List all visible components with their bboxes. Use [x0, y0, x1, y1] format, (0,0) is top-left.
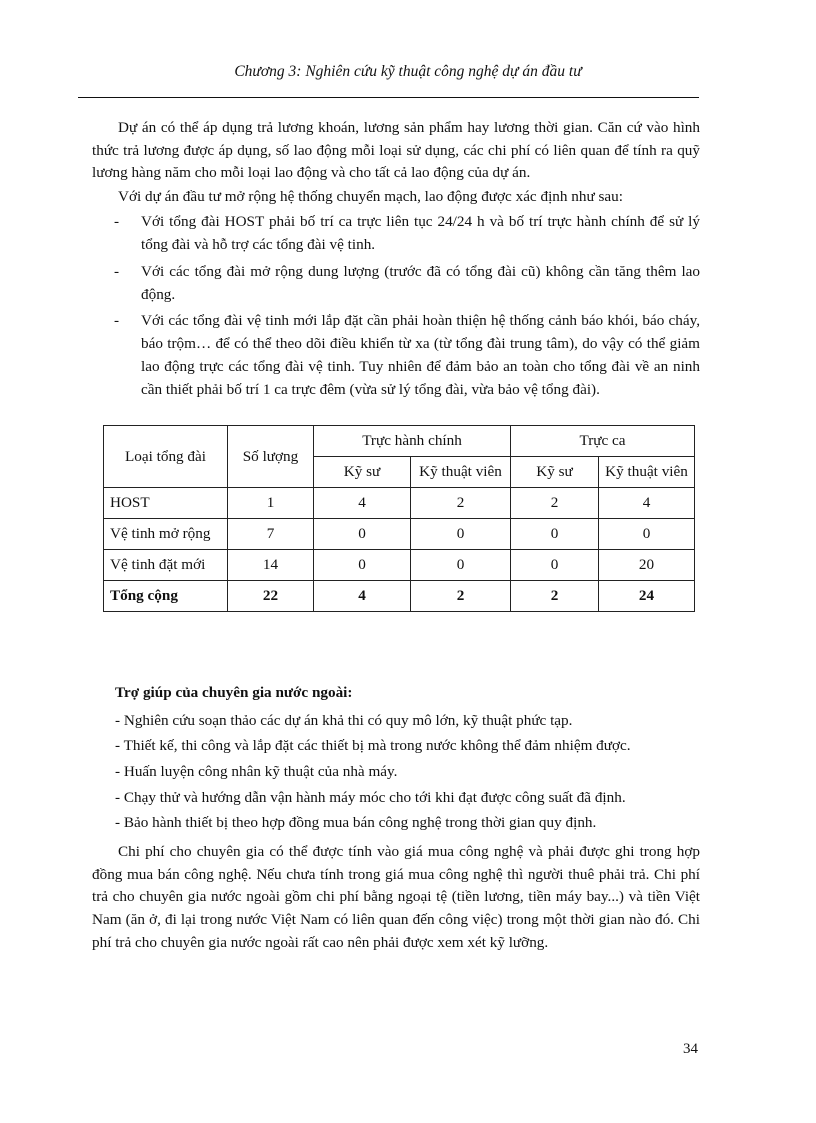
help-list-item: - Chạy thử và hướng dẫn vận hành máy móc cho tới khi đạt được công suất đã định.	[115, 789, 626, 806]
page-header: Chương 3: Nghiên cứu kỹ thuật công nghệ dự án đầu tư	[234, 63, 582, 80]
bullet-text: Với các tổng đài mở rộng dung lượng (trước đã có tổng đài cũ) không cần tăng thêm lao động.	[141, 263, 700, 303]
cell-qty: 7	[228, 519, 314, 550]
cell-value: 4	[314, 488, 411, 519]
table-total-row	[104, 581, 695, 612]
cell-value: 0	[511, 550, 599, 581]
bullet-item	[92, 260, 700, 306]
cell-value: 4	[599, 488, 695, 519]
cell-value: 2	[511, 488, 599, 519]
help-section-title: Trợ giúp của chuyên gia nước ngoài:	[115, 684, 353, 701]
closing-paragraph: Chi phí cho chuyên gia có thể được tính vào giá mua công nghệ và phải được ghi trong hợp đồng mua bán công nghệ. Nếu chưa tính trong giá mua công nghệ thì người thuê phải trả. Chi phí trả cho chuyên gia nước ngoài gồm chi phí bằng ngoại tệ (tiền lương, tiền máy bay...) và tiền Việt Nam (ăn ở, đi lại trong nước Việt Nam có liên quan đến công việc) trong một thời gian nào đó. Chi phí trả cho chuyên gia nước ngoài rất cao nên phải được xem xét kỹ lưỡng.	[92, 843, 700, 951]
cell-value: 0	[411, 550, 511, 581]
bullet-item	[92, 309, 700, 401]
cell-total: 22	[228, 581, 314, 612]
help-list-item: - Nghiên cứu soạn thảo các dự án khả thi có quy mô lớn, kỹ thuật phức tạp.	[115, 712, 573, 729]
cell-total: 2	[411, 581, 511, 612]
cell-value: 0	[411, 519, 511, 550]
cell-value: 0	[511, 519, 599, 550]
cell-total: 2	[511, 581, 599, 612]
cell-value: 0	[599, 519, 695, 550]
cell-type: HOST	[104, 488, 228, 519]
cell-total-label: Tổng cộng	[104, 581, 228, 612]
table-row	[104, 488, 695, 519]
cell-total: 4	[314, 581, 411, 612]
header-shift: Trực ca	[511, 426, 695, 457]
cell-value: 0	[314, 550, 411, 581]
table-row	[104, 519, 695, 550]
bullet-dash: -	[114, 312, 120, 329]
sub-engineer: Kỹ sư	[314, 457, 411, 488]
cell-total: 24	[599, 581, 695, 612]
cell-qty: 1	[228, 488, 314, 519]
table-header-row	[104, 426, 695, 457]
bullet-dash: -	[114, 213, 120, 230]
help-list-item: - Huấn luyện công nhân kỹ thuật của nhà máy.	[115, 763, 398, 780]
cell-value: 20	[599, 550, 695, 581]
header-qty: Số lượng	[228, 426, 314, 488]
bullet-item	[92, 210, 700, 256]
sub-technician: Kỹ thuật viên	[411, 457, 511, 488]
header-type: Loại tổng đài	[104, 426, 228, 488]
intro-paragraph-1: Dự án có thể áp dụng trả lương khoán, lương sản phẩm hay lương thời gian. Căn cứ vào hình thức trả lương được áp dụng, số lao động mỗi loại sử dụng, các chi phí có liên quan để tính ra quỹ lương hàng năm cho mỗi loại lao động và cho tất cả lao động của dự án.	[92, 119, 700, 181]
labor-table	[103, 425, 695, 612]
intro-paragraph-2: Với dự án đầu tư mở rộng hệ thống chuyển mạch, lao động được xác định như sau:	[118, 188, 623, 205]
sub-engineer: Kỹ sư	[511, 457, 599, 488]
table-row	[104, 550, 695, 581]
sub-technician: Kỹ thuật viên	[599, 457, 695, 488]
cell-value: 0	[314, 519, 411, 550]
help-list-item: - Bảo hành thiết bị theo hợp đồng mua bán công nghệ trong thời gian quy định.	[115, 814, 597, 831]
page-number: 34	[683, 1041, 698, 1057]
cell-type: Vệ tinh đặt mới	[104, 550, 228, 581]
header-admin: Trực hành chính	[314, 426, 511, 457]
bullet-dash: -	[114, 263, 120, 280]
bullet-text: Với các tổng đài vệ tinh mới lắp đặt cần phải hoàn thiện hệ thống cảnh báo khói, báo cháy, báo trộm… để có thể theo dõi điều khiển từ xa (từ tổng đài trung tâm), do vậy có thể giảm lao động trực các tổng đài vệ tinh. Tuy nhiên để đảm bảo an toàn cho tổng đài về an ninh cần thiết phải bố trí 1 ca trực đêm (vừa sử lý tổng đài, vừa bảo vệ tổng đài).	[141, 312, 700, 398]
header-rule	[78, 97, 699, 98]
bullet-text: Với tổng đài HOST phải bố trí ca trực liên tục 24/24 h và bố trí trực hành chính để sử lý tổng đài và hỗ trợ các tổng đài vệ tinh.	[141, 213, 700, 253]
help-list-item: - Thiết kế, thi công và lắp đặt các thiết bị mà trong nước không thể đảm nhiệm được.	[115, 737, 631, 754]
cell-type: Vệ tinh mở rộng	[104, 519, 228, 550]
cell-qty: 14	[228, 550, 314, 581]
cell-value: 2	[411, 488, 511, 519]
